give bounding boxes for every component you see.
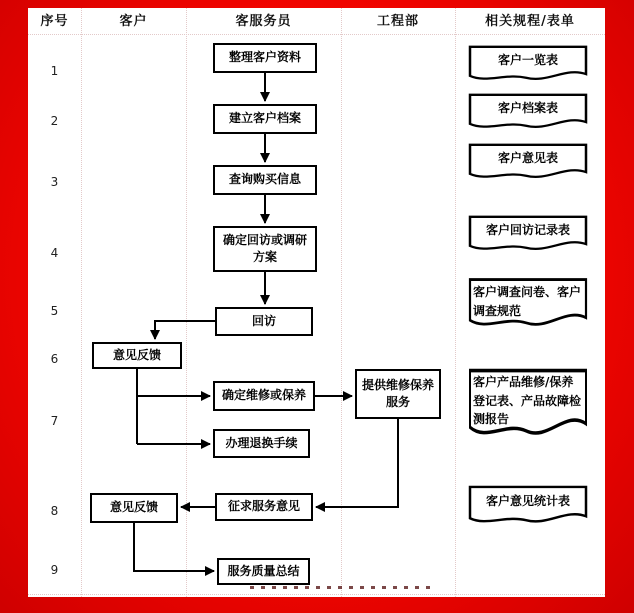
process-box-feedback-2: 意见反馈 bbox=[90, 493, 178, 523]
document-opinion-statistics: 客户意见统计表 bbox=[468, 485, 588, 528]
process-box-query-purchase-info: 查询购买信息 bbox=[213, 165, 317, 195]
serial-number-3: 3 bbox=[50, 175, 59, 189]
process-box-provide-repair-service: 提供维修保养服务 bbox=[355, 369, 441, 419]
document-survey-questionnaire: 客户调查问卷、客户调查规范 bbox=[468, 277, 588, 333]
serial-number-8: 8 bbox=[50, 504, 59, 518]
serial-number-9: 9 bbox=[50, 563, 59, 577]
flowchart-sheet bbox=[28, 8, 605, 597]
column-header-serial: 序号 bbox=[40, 14, 69, 29]
process-box-feedback-1: 意见反馈 bbox=[92, 342, 182, 369]
column-header-customer: 客户 bbox=[119, 14, 148, 29]
process-box-organize-customer-data: 整理客户资料 bbox=[213, 43, 317, 73]
process-box-solicit-service-opinions: 征求服务意见 bbox=[215, 493, 313, 521]
process-box-return-visit: 回访 bbox=[215, 307, 313, 336]
serial-number-5: 5 bbox=[50, 304, 59, 318]
column-header-related-forms: 相关规程/表单 bbox=[485, 14, 575, 29]
serial-number-4: 4 bbox=[50, 246, 59, 260]
serial-number-6: 6 bbox=[50, 352, 59, 366]
column-header-engineering: 工程部 bbox=[376, 14, 419, 29]
document-return-visit-record: 客户回访记录表 bbox=[468, 215, 588, 255]
serial-number-7: 7 bbox=[50, 414, 59, 428]
process-box-plan-return-visit: 确定回访或调研方案 bbox=[213, 226, 317, 272]
process-box-service-quality-summary: 服务质量总结 bbox=[217, 558, 310, 585]
process-box-create-customer-file: 建立客户档案 bbox=[213, 104, 317, 134]
process-box-handle-return-exchange: 办理退换手续 bbox=[213, 429, 310, 458]
document-customer-list: 客户一览表 bbox=[468, 45, 588, 85]
serial-number-2: 2 bbox=[50, 114, 59, 128]
serial-number-1: 1 bbox=[50, 64, 59, 78]
column-header-service-staff: 客服务员 bbox=[235, 14, 292, 29]
document-customer-file-form: 客户档案表 bbox=[468, 93, 588, 133]
cutoff-caption bbox=[250, 586, 430, 589]
process-box-decide-repair-maintain: 确定维修或保养 bbox=[213, 381, 315, 411]
document-customer-opinion-form: 客户意见表 bbox=[468, 143, 588, 183]
document-repair-maintenance-records: 客户产品维修/保养登记表、产品故障检测报告 bbox=[468, 367, 588, 445]
